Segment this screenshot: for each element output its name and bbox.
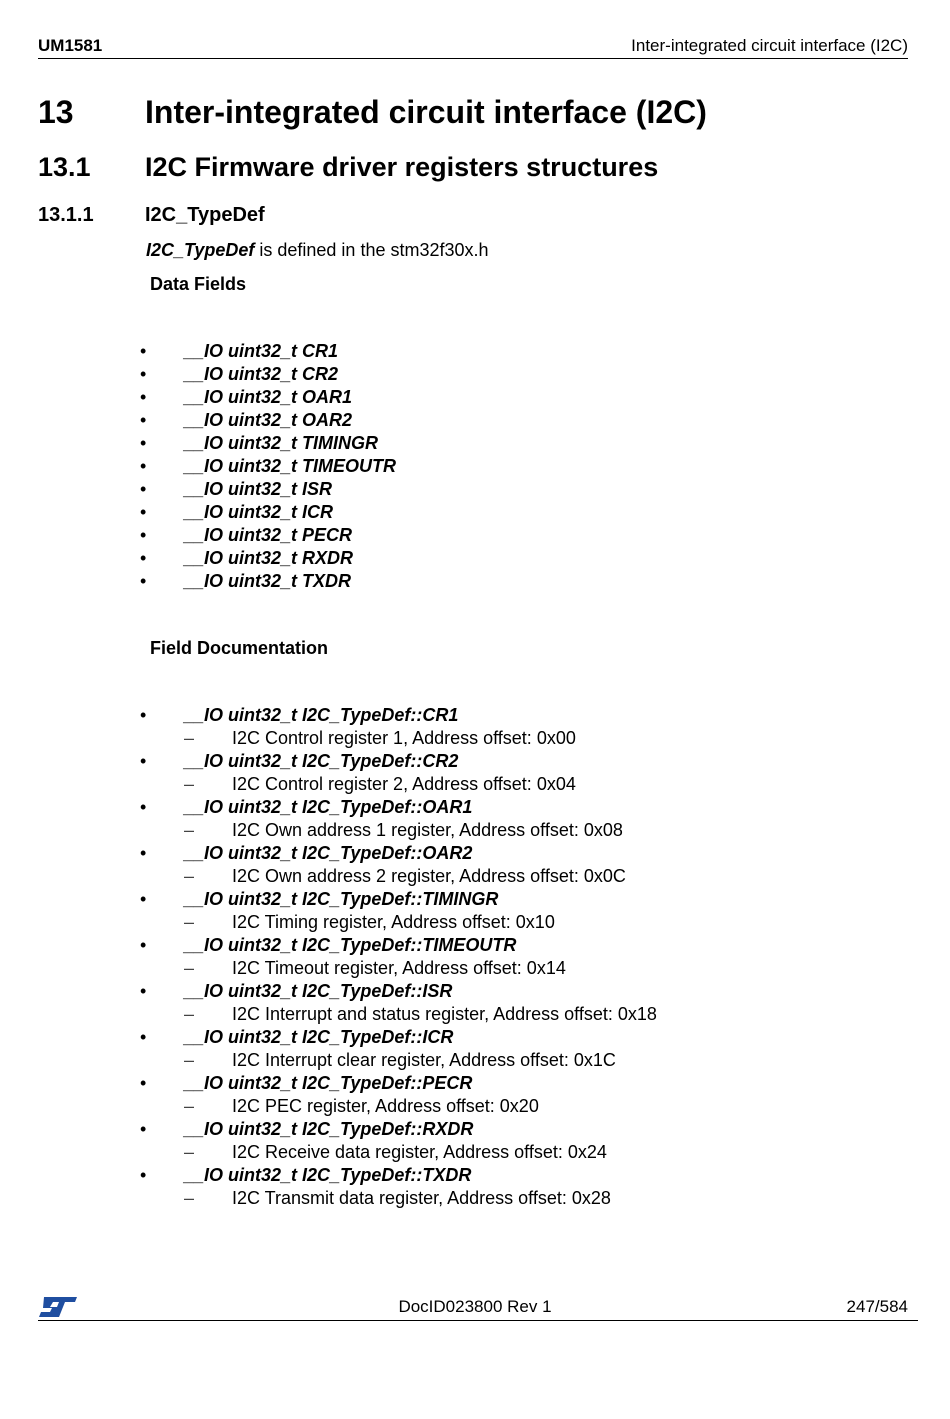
dash: – — [184, 912, 195, 932]
field-name: __IO uint32_t I2C_TypeDef::CR1 — [184, 705, 459, 725]
bullet: • — [140, 571, 147, 591]
bullet: • — [140, 705, 147, 725]
chapter-heading — [38, 94, 707, 131]
dash: – — [184, 958, 195, 978]
field-name: __IO uint32_t PECR — [184, 525, 353, 545]
field-name: __IO uint32_t I2C_TypeDef::OAR1 — [184, 797, 473, 817]
bullet: • — [140, 502, 147, 522]
dash: – — [184, 866, 195, 886]
field-name: __IO uint32_t TIMEOUTR — [184, 456, 397, 476]
bullet: • — [140, 341, 147, 361]
document-code: UM1581 — [38, 36, 103, 55]
dash: – — [184, 1096, 195, 1116]
bullet: • — [140, 387, 147, 407]
field-name: __IO uint32_t OAR1 — [184, 387, 353, 407]
bullet: • — [140, 981, 147, 1001]
field-name: __IO uint32_t I2C_TypeDef::CR2 — [184, 751, 459, 771]
field-description: I2C Own address 1 register, Address offset: 0x08 — [232, 820, 623, 840]
field-name: __IO uint32_t I2C_TypeDef::ISR — [184, 981, 453, 1001]
intro-text: is defined in the stm32f30x.h — [254, 240, 489, 260]
chapter-title: Inter-integrated circuit interface (I2C) — [145, 94, 707, 130]
running-title: Inter-integrated circuit interface (I2C) — [631, 36, 908, 55]
field-name: __IO uint32_t I2C_TypeDef::TIMEOUTR — [184, 935, 517, 955]
dash: – — [184, 774, 195, 794]
field-description: I2C Own address 2 register, Address offset: 0x0C — [232, 866, 626, 886]
field-documentation-label: Field Documentation — [150, 638, 329, 658]
field-name: __IO uint32_t I2C_TypeDef::RXDR — [184, 1119, 474, 1139]
bullet: • — [140, 1165, 147, 1185]
dash: – — [184, 1188, 195, 1208]
footer-divider — [38, 1320, 918, 1321]
bullet: • — [140, 1073, 147, 1093]
field-name: __IO uint32_t ICR — [184, 502, 334, 522]
field-name: __IO uint32_t OAR2 — [184, 410, 353, 430]
dash: – — [184, 820, 195, 840]
field-description: I2C Timeout register, Address offset: 0x14 — [232, 958, 566, 978]
field-description: I2C Interrupt and status register, Address offset: 0x18 — [232, 1004, 657, 1024]
field-name: __IO uint32_t I2C_TypeDef::PECR — [184, 1073, 473, 1093]
subsection-heading — [38, 204, 265, 227]
bullet: • — [140, 364, 147, 384]
field-name: __IO uint32_t I2C_TypeDef::TXDR — [184, 1165, 472, 1185]
field-name: __IO uint32_t RXDR — [184, 548, 354, 568]
dash: – — [184, 728, 195, 748]
field-description: I2C Interrupt clear register, Address offset: 0x1C — [232, 1050, 616, 1070]
intro-paragraph — [146, 240, 489, 261]
field-description: I2C Control register 2, Address offset: 0x04 — [232, 774, 576, 794]
field-description: I2C Receive data register, Address offset: 0x24 — [232, 1142, 607, 1162]
field-name: __IO uint32_t CR2 — [184, 364, 339, 384]
bullet: • — [140, 1119, 147, 1139]
chapter-number: 13 — [38, 94, 74, 130]
bullet: • — [140, 797, 147, 817]
dash: – — [184, 1004, 195, 1024]
intro-struct-name: I2C_TypeDef — [146, 240, 255, 260]
footer-doc-id: DocID023800 Rev 1 — [398, 1297, 552, 1316]
bullet: • — [140, 479, 147, 499]
field-description: I2C PEC register, Address offset: 0x20 — [232, 1096, 539, 1116]
field-name: __IO uint32_t I2C_TypeDef::ICR — [184, 1027, 454, 1047]
field-description: I2C Control register 1, Address offset: 0x00 — [232, 728, 576, 748]
field-description: I2C Transmit data register, Address offset: 0x28 — [232, 1188, 611, 1208]
subsection-title: I2C_TypeDef — [145, 204, 265, 226]
bullet: • — [140, 889, 147, 909]
bullet: • — [140, 751, 147, 771]
bullet: • — [140, 410, 147, 430]
bullet: • — [140, 456, 147, 476]
field-description: I2C Timing register, Address offset: 0x10 — [232, 912, 555, 932]
field-name: __IO uint32_t I2C_TypeDef::OAR2 — [184, 843, 473, 863]
field-name: __IO uint32_t CR1 — [184, 341, 339, 361]
section-number: 13.1 — [38, 152, 91, 182]
data-fields-label: Data Fields — [150, 274, 247, 294]
bullet: • — [140, 548, 147, 568]
field-name: __IO uint32_t ISR — [184, 479, 333, 499]
section-title: I2C Firmware driver registers structures — [145, 152, 659, 182]
field-name: __IO uint32_t I2C_TypeDef::TIMINGR — [184, 889, 499, 909]
dash: – — [184, 1142, 195, 1162]
bullet: • — [140, 843, 147, 863]
page-number: 247/584 — [846, 1297, 908, 1316]
field-name: __IO uint32_t TXDR — [184, 571, 352, 591]
bullet: • — [140, 525, 147, 545]
bullet: • — [140, 935, 147, 955]
bullet: • — [140, 433, 147, 453]
dash: – — [184, 1050, 195, 1070]
section-heading — [38, 152, 658, 183]
subsection-number: 13.1.1 — [38, 204, 94, 226]
page-header — [38, 36, 908, 59]
field-name: __IO uint32_t TIMINGR — [184, 433, 379, 453]
bullet: • — [140, 1027, 147, 1047]
